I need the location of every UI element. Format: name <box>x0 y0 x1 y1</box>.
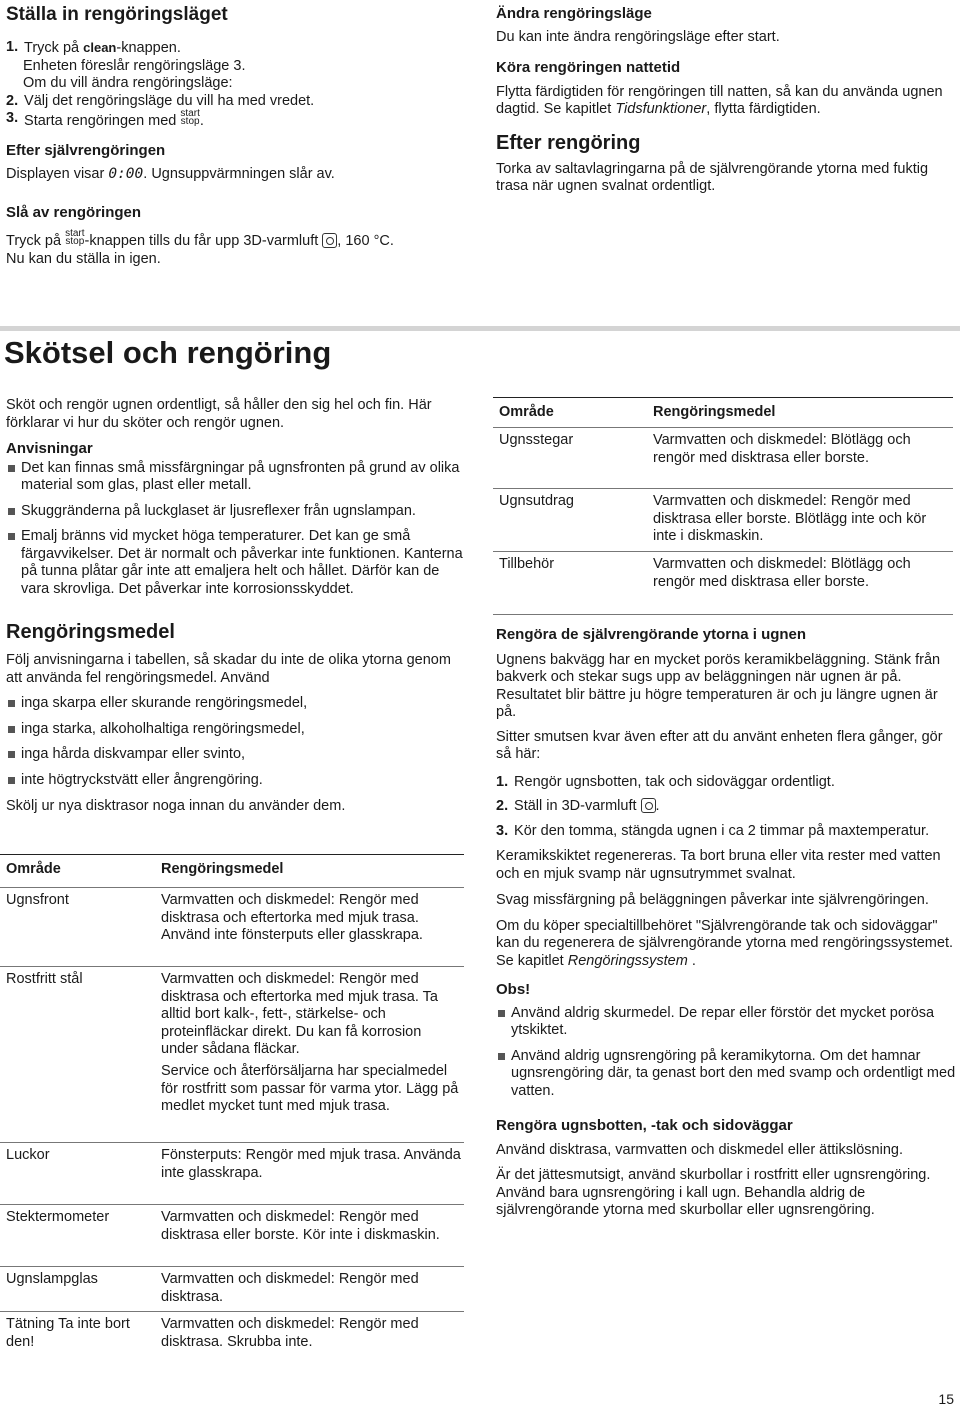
list-item: Använd aldrig skurmedel. De repar eller förstör det mycket porösa ytskiktet. <box>496 1005 956 1040</box>
turn-off-title: Slå av rengöringen <box>6 203 142 221</box>
after-selfclean-text: Displayen visar 0:00. Ugnsuppvärmningen slår av. <box>6 166 335 182</box>
hot-air-icon <box>641 798 656 813</box>
rinse-text: Skölj ur nya disktrasor noga innan du använder dem. <box>6 798 346 814</box>
page-number: 15 <box>938 1391 954 1407</box>
table-row: Ugnsfront Varmvatten och diskmedel: Rengör med disktrasa och eftertorka med mjuk trasa. Använd inte fönsterputs eller glasskrapa. <box>0 888 464 967</box>
table-header <box>0 855 464 888</box>
after-cleaning-title: Efter rengöring <box>496 131 641 154</box>
after-selfclean-title: Efter självrengöringen <box>6 141 166 159</box>
step-1-note: Enheten föreslår rengöringsläge 3. <box>23 57 246 74</box>
list-item: inga starka, alkoholhaltiga rengöringsmedel, <box>6 721 466 739</box>
col-area: Område <box>6 861 61 877</box>
list-item: Det kan finnas små missfärgningar på ugnsfronten på grund av olika material som glas, plast eller metall. <box>6 460 466 495</box>
floor-title: Rengöra ugnsbotten, -tak och sidoväggar <box>496 1117 793 1134</box>
section-rule <box>0 326 960 331</box>
obs-title: Obs! <box>496 981 531 998</box>
notes-title: Anvisningar <box>6 440 93 457</box>
change-mode-title: Ändra rengöringsläge <box>496 5 652 22</box>
floor-p1: Använd disktrasa, varmvatten och diskmedel eller ättikslösning. <box>496 1141 903 1158</box>
accessory-text: Om du köper specialtillbehöret "Självrengörande tak och sidoväggar" kan du regenerera de självrengörande ytorna med rengöringssystemet. Se kapitlet Rengöringssystem . <box>496 917 954 969</box>
change-mode-text: Du kan inte ändra rengöringsläge efter start. <box>496 28 780 45</box>
table-row: Luckor Fönsterputs: Rengör med mjuk trasa. Använda inte glasskrapa. <box>0 1143 464 1205</box>
selfclean-p2: Sitter smutsen kvar även efter att du använt enheten flera gånger, gör så här: <box>496 728 943 762</box>
selfclean-title: Rengöra de självrengörande ytorna i ugnen <box>496 626 807 643</box>
step-3: 3. Starta rengöringen med start stop. <box>6 108 204 129</box>
start-stop-symbol: start stop <box>180 108 200 127</box>
after-cleaning-text: Torka av saltavlagringarna på de självrengörande ytorna med fuktig trasa när ugnen svalnat ordentligt. <box>496 160 929 194</box>
list-item: Skuggränderna på luckglaset är ljusreflexer från ugnslampan. <box>6 503 466 521</box>
col-agent: Rengöringsmedel <box>161 861 284 877</box>
step-1-note2: Om du vill ändra rengöringsläge: <box>23 75 233 91</box>
table-row: Ugnsstegar Varmvatten och diskmedel: Blötlägg och rengör med disktrasa eller borste. <box>493 428 953 489</box>
list-item: inte högtryckstvätt eller ångrengöring. <box>6 772 466 790</box>
table-row: Stektermometer Varmvatten och diskmedel: Rengör med disktrasa eller borste. Kör inte i diskmaskin. <box>0 1205 464 1267</box>
step-1: 1. Tryck på clean-knappen. <box>6 39 181 56</box>
table-header <box>493 398 953 428</box>
table-row: Ugnsutdrag Varmvatten och diskmedel: Rengör med disktrasa eller borste. Blötlägg inte och kör inte i diskmaskin. <box>493 489 953 552</box>
col-area: Område <box>499 404 554 420</box>
floor-p2: Är det jättesmutsigt, använd skurbollar i rostfritt eller ugnsrengöring. Använd bara ugnsrengöring i kall ugn. Behandla aldrig de självrengörande ytorna med skurbollar eller ugnsrengöring. <box>496 1167 931 1218</box>
night-text: Flytta färdigtiden för rengöringen till natten, så kan du använda ugnen dagtid. Se kapitlet Tidsfunktioner, flytta färdigtiden. <box>496 83 943 117</box>
turn-off-text2: Nu kan du ställa in igen. <box>6 250 161 267</box>
list-item: Emalj bränns vid mycket höga temperaturer. Det kan ge små färgavvikelser. Det är normalt och påverkar inte funktionen. Kanterna på tunna plåtar går inte att emaljera helt och hållet. Därför kan de vara skrovliga. Det påverkar inte korrosionsskyddet. <box>6 528 466 598</box>
agents-intro: Följ anvisningarna i tabellen, så skadar du inte de olika ytorna genom att använda fel rengöringsmedel. Använd <box>6 652 451 686</box>
hot-air-icon <box>322 233 337 248</box>
step-3: 3. Kör den tomma, stängda ugnen i ca 2 timmar på maxtemperatur. <box>496 822 930 839</box>
table-row: Rostfritt stål Varmvatten och diskmedel: Rengör med disktrasa och eftertorka med mjuk trasa. Ta alltid bort kalk-, fett-, stärkelse- och proteinfläckar direkt. Du kan få korrosion under sådana fläckar. Service och återförsäljarna har specialmedel för rostfritt som passar för varma ytor. Lägg på medlet mycket tunt med mjuk trasa. <box>0 967 464 1143</box>
selfclean-p1: Ugnens bakvägg har en mycket porös keramikbeläggning. Stänk från bakverk och stekar sugs upp av beläggningen när ugnen är på. Resultatet blir bättre ju högre temperaturen är och ju längre ugnen är på. <box>496 651 941 720</box>
col-agent: Rengöringsmedel <box>653 404 776 420</box>
agents-title: Rengöringsmedel <box>6 621 175 643</box>
table-row: Ugnslampglas Varmvatten och diskmedel: Rengör med disktrasa. <box>0 1267 464 1312</box>
ceramic-text: Keramikskiktet regenereras. Ta bort bruna eller vita rester med vatten och en mjuk svamp när ugnsutrymmet svalnat. <box>496 848 941 882</box>
cleaning-mode-title: Ställa in rengöringsläget <box>6 4 228 25</box>
display-readout: 0:00 <box>108 166 144 182</box>
discolor-text: Svag missfärgning på beläggningen påverkar inte självrengöringen. <box>496 892 929 908</box>
step-2: 2. Välj det rengöringsläge du vill ha med vredet. <box>6 92 315 109</box>
list-item: inga skarpa eller skurande rengöringsmedel, <box>6 695 466 713</box>
step-1: 1. Rengör ugnsbotten, tak och sidoväggar ordentligt. <box>496 773 835 790</box>
clean-key: clean <box>83 40 117 55</box>
list-item: Använd aldrig ugnsrengöring på keramikytorna. Om det hamnar ugnsrengöring där, ta genast bort den med svamp och ordentligt med vatten. <box>496 1048 956 1101</box>
intro-text: Sköt och rengör ugnen ordentligt, så håller den sig hel och fin. Här förklarar vi hur du sköter och rengör ugnen. <box>6 397 432 431</box>
night-title: Köra rengöringen nattetid <box>496 59 681 76</box>
section-title: Skötsel och rengöring <box>4 335 332 370</box>
cleaning-table-right <box>493 397 953 615</box>
table-row: Tillbehör Varmvatten och diskmedel: Blötlägg och rengör med disktrasa eller borste. <box>493 552 953 615</box>
cleaning-table-left <box>0 854 464 1356</box>
table-row: Tätning Ta inte bort den! Varmvatten och diskmedel: Rengör med disktrasa. Skrubba inte. <box>6 1316 419 1350</box>
start-stop-symbol: start stop <box>65 228 85 247</box>
turn-off-text: Tryck på start stop-knappen tills du får upp 3D-varmluft , 160 °C. <box>6 228 394 249</box>
step-2: 2. Ställ in 3D-varmluft . <box>496 798 660 814</box>
list-item: inga hårda diskvampar eller svinto, <box>6 746 466 764</box>
